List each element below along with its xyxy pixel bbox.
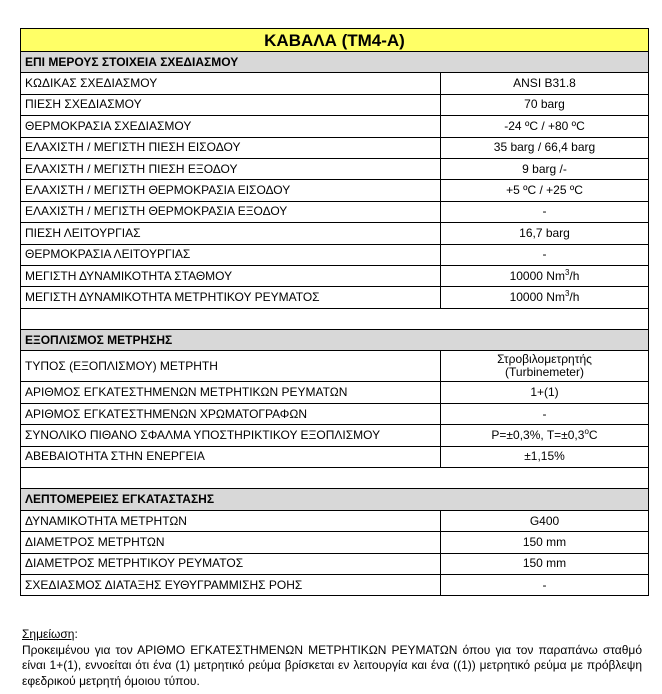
table-row (21, 446, 649, 467)
value-line-2: (Turbinemeter) (505, 365, 584, 380)
table-row (21, 382, 649, 403)
value-text: P=±0,3%, T=±0,3 (491, 427, 585, 442)
table-row (21, 73, 649, 94)
value-line-1: Στροβιλομετρητής (497, 352, 592, 367)
table-row (21, 287, 649, 308)
row-label: ΕΛΑΧΙΣΤΗ / ΜΕΓΙΣΤΗ ΘΕΡΜΟΚΡΑΣΙΑ ΕΙΣΟΔΟΥ (21, 180, 441, 201)
row-value: +5 ºC / +25 ºC (441, 180, 649, 201)
row-value: 150 mm (441, 553, 649, 574)
row-value: G400 (441, 510, 649, 531)
row-value: -24 ºC / +80 ºC (441, 116, 649, 137)
row-label: ΔΙΑΜΕΤΡΟΣ ΜΕΤΡΗΤΩΝ (21, 532, 441, 553)
row-label: ΘΕΡΜΟΚΡΑΣΙΑ ΣΧΕΔΙΑΣΜΟΥ (21, 116, 441, 137)
row-value: 35 barg / 66,4 barg (441, 137, 649, 158)
row-label: ΣΧΕΔΙΑΣΜΟΣ ΔΙΑΤΑΞΗΣ ΕΥΘΥΓΡΑΜΜΙΣΗΣ ΡΟΗΣ (21, 574, 441, 595)
row-label: ΔΙΑΜΕΤΡΟΣ ΜΕΤΡΗΤΙΚΟΥ ΡΕΥΜΑΤΟΣ (21, 553, 441, 574)
table-row (21, 403, 649, 424)
row-label: ΔΥΝΑΜΙΚΟΤΗΤΑ ΜΕΤΡΗΤΩΝ (21, 510, 441, 531)
row-value (441, 351, 649, 382)
superscript: 3 (564, 267, 570, 277)
value-text: 10000 Nm (509, 289, 565, 304)
section-header-installation: ΛΕΠΤΟΜΕΡΕΙΕΣ ΕΓΚΑΤΑΣΤΑΣΗΣ (21, 489, 649, 510)
section-header-row (21, 489, 649, 510)
row-value: ±1,15% (441, 446, 649, 467)
table-row (21, 425, 649, 446)
row-label: ΜΕΓΙΣΤΗ ΔΥΝΑΜΙΚΟΤΗΤΑ ΣΤΑΘΜΟΥ (21, 265, 441, 286)
note-heading: Σημείωση (22, 627, 75, 641)
note-block (22, 627, 642, 689)
unit-text: /h (569, 268, 580, 283)
row-value: - (441, 574, 649, 595)
row-value: 16,7 barg (441, 223, 649, 244)
row-value: - (441, 244, 649, 265)
blank-row (21, 468, 649, 489)
blank-cell (21, 308, 649, 329)
row-label: ΠΙΕΣΗ ΛΕΙΤΟΥΡΓΙΑΣ (21, 223, 441, 244)
note-colon: : (74, 627, 78, 641)
value-text: 10000 Nm (509, 268, 565, 283)
row-label: ΑΡΙΘΜΟΣ ΕΓΚΑΤΕΣΤΗΜΕΝΩΝ ΧΡΩΜΑΤΟΓΡΑΦΩΝ (21, 403, 441, 424)
unit-text: /h (569, 289, 580, 304)
table-row (21, 223, 649, 244)
row-value (441, 425, 649, 446)
table-row (21, 116, 649, 137)
superscript: 3 (564, 288, 570, 298)
row-label: ΜΕΓΙΣΤΗ ΔΥΝΑΜΙΚΟΤΗΤΑ ΜΕΤΡΗΤΙΚΟΥ ΡΕΥΜΑΤΟΣ (21, 287, 441, 308)
section-header-row (21, 330, 649, 351)
table-title: ΚΑΒΑΛΑ (ΤΜ4-Α) (21, 29, 649, 52)
row-value: 70 barg (441, 94, 649, 115)
row-label: ΣΥΝΟΛΙΚΟ ΠΙΘΑΝΟ ΣΦΑΛΜΑ ΥΠΟΣΤΗΡΙΚΤΙΚΟΥ ΕΞΟΠΛΙΣΜΟΥ (21, 425, 441, 446)
table-row (21, 532, 649, 553)
row-value: - (441, 403, 649, 424)
row-value: ANSI B31.8 (441, 73, 649, 94)
note-text: Προκειμένου για τον ΑΡΙΘΜΟ ΕΓΚΑΤΕΣΤΗΜΕΝΩΝ ΜΕΤΡΗΤΙΚΩΝ ΡΕΥΜΑΤΩΝ όπου για τον παραπάνω σταθμό είναι 1+(1), εννοείται ότι ένα (1) μετρητικό ρεύμα βρίσκεται εν λειτουργία και ένα ((1)) μετρητικό ρεύμα με πρόβλεψη εφεδρικού μετρητή όμοιου τύπου. (22, 642, 642, 688)
table-row (21, 94, 649, 115)
table-row (21, 201, 649, 222)
blank-cell (21, 468, 649, 489)
row-value (441, 265, 649, 286)
row-label: ΚΩΔΙΚΑΣ ΣΧΕΔΙΑΣΜΟΥ (21, 73, 441, 94)
table-row (21, 553, 649, 574)
blank-row (21, 308, 649, 329)
section-header-row (21, 52, 649, 73)
row-label: ΤΥΠΟΣ (ΕΞΟΠΛΙΣΜΟΥ) ΜΕΤΡΗΤΗ (21, 351, 441, 382)
section-header-design: ΕΠΙ ΜΕΡΟΥΣ ΣΤΟΙΧΕΙΑ ΣΧΕΔΙΑΣΜΟΥ (21, 52, 649, 73)
row-label: ΑΒΕΒΑΙΟΤΗΤΑ ΣΤΗΝ ΕΝΕΡΓΕΙΑ (21, 446, 441, 467)
table-row (21, 574, 649, 595)
row-value: 9 barg /- (441, 158, 649, 179)
row-value: 150 mm (441, 532, 649, 553)
superscript: o (584, 426, 589, 436)
station-data-table (20, 28, 649, 596)
table-row (21, 265, 649, 286)
title-row (21, 29, 649, 52)
section-header-equipment: ΕΞΟΠΛΙΣΜΟΣ ΜΕΤΡΗΣΗΣ (21, 330, 649, 351)
table-row (21, 158, 649, 179)
table-row (21, 351, 649, 382)
unit-text: C (588, 427, 598, 442)
row-label: ΕΛΑΧΙΣΤΗ / ΜΕΓΙΣΤΗ ΘΕΡΜΟΚΡΑΣΙΑ ΕΞΟΔΟΥ (21, 201, 441, 222)
row-value: - (441, 201, 649, 222)
row-label: ΕΛΑΧΙΣΤΗ / ΜΕΓΙΣΤΗ ΠΙΕΣΗ ΕΙΣΟΔΟΥ (21, 137, 441, 158)
row-label: ΕΛΑΧΙΣΤΗ / ΜΕΓΙΣΤΗ ΠΙΕΣΗ ΕΞΟΔΟΥ (21, 158, 441, 179)
row-label: ΘΕΡΜΟΚΡΑΣΙΑ ΛΕΙΤΟΥΡΓΙΑΣ (21, 244, 441, 265)
table-row (21, 137, 649, 158)
table-row (21, 510, 649, 531)
row-value (441, 287, 649, 308)
note-heading-line (22, 627, 642, 643)
table-row (21, 180, 649, 201)
table-row (21, 244, 649, 265)
row-label: ΑΡΙΘΜΟΣ ΕΓΚΑΤΕΣΤΗΜΕΝΩΝ ΜΕΤΡΗΤΙΚΩΝ ΡΕΥΜΑΤΩΝ (21, 382, 441, 403)
row-label: ΠΙΕΣΗ ΣΧΕΔΙΑΣΜΟΥ (21, 94, 441, 115)
row-value: 1+(1) (441, 382, 649, 403)
